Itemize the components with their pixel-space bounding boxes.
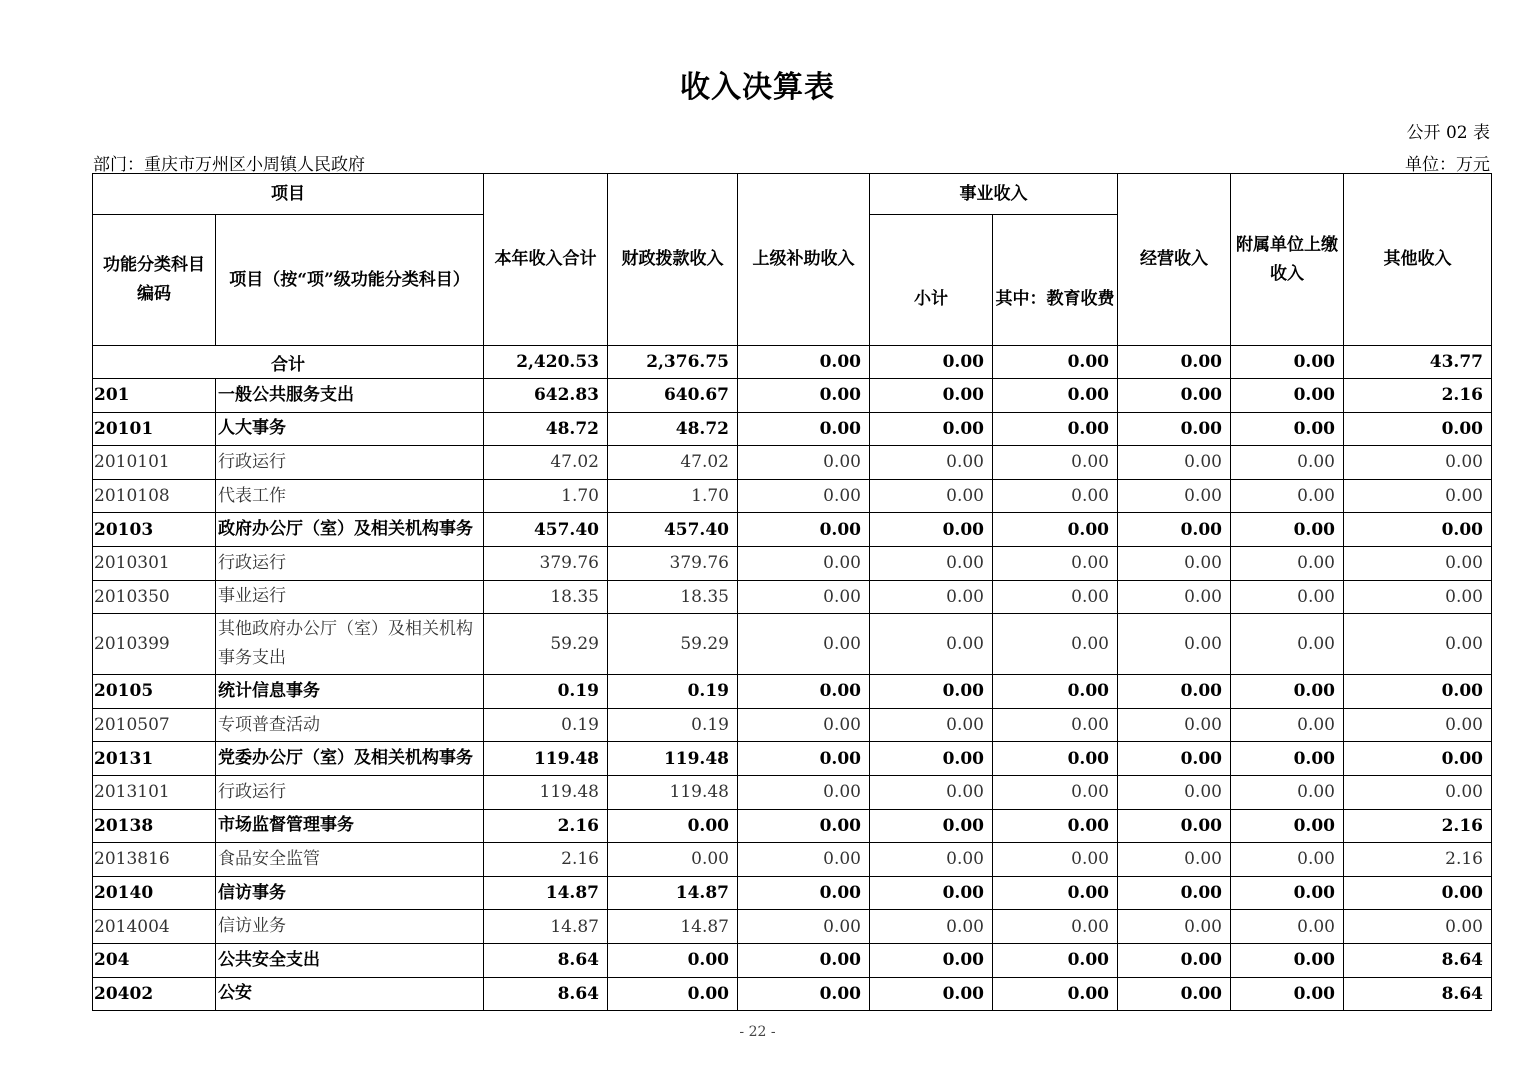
amount-cell: 2.16 (484, 843, 608, 877)
header-superior-subsidy: 上级补助收入 (738, 174, 870, 346)
table-row (93, 843, 1492, 877)
amount-cell: 0.00 (993, 412, 1118, 446)
amount-cell: 0.00 (1118, 910, 1231, 944)
amount-cell: 0.00 (1231, 708, 1344, 742)
amount-cell: 0.00 (993, 742, 1118, 776)
amount-cell: 0.00 (870, 876, 993, 910)
total-cell: 43.77 (1344, 346, 1492, 379)
amount-cell: 119.48 (484, 775, 608, 809)
amount-cell: 14.87 (484, 910, 608, 944)
total-cell: 0.00 (1231, 346, 1344, 379)
amount-cell: 0.00 (1344, 513, 1492, 547)
func-code-cell: 2010108 (93, 479, 216, 513)
amount-cell: 0.00 (1231, 943, 1344, 977)
amount-cell: 0.00 (738, 943, 870, 977)
form-number: 公开 02 表 (1406, 123, 1490, 143)
amount-cell: 0.00 (1344, 708, 1492, 742)
amount-cell: 0.19 (484, 675, 608, 709)
amount-cell: 0.00 (608, 943, 738, 977)
amount-cell: 0.00 (738, 446, 870, 480)
project-name-cell: 公安 (216, 977, 484, 1011)
project-name-cell: 公共安全支出 (216, 943, 484, 977)
total-cell: 2,376.75 (608, 346, 738, 379)
header-project-group: 项目 (93, 174, 484, 215)
table-row (93, 580, 1492, 614)
amount-cell: 14.87 (484, 876, 608, 910)
amount-cell: 8.64 (1344, 977, 1492, 1011)
amount-cell: 0.00 (1118, 843, 1231, 877)
amount-cell: 0.00 (870, 412, 993, 446)
amount-cell: 0.00 (870, 775, 993, 809)
amount-cell: 8.64 (484, 977, 608, 1011)
amount-cell: 2.16 (1344, 843, 1492, 877)
amount-cell: 0.19 (608, 708, 738, 742)
amount-cell: 0.00 (1118, 580, 1231, 614)
amount-cell: 0.00 (738, 546, 870, 580)
header-project-name: 项目（按“项”级功能分类科目） (216, 215, 484, 346)
header-fiscal-income: 财政拨款收入 (608, 174, 738, 346)
amount-cell: 0.00 (1231, 614, 1344, 675)
header-func-code: 功能分类科目编码 (93, 215, 216, 346)
table-row (93, 379, 1492, 413)
amount-cell: 59.29 (484, 614, 608, 675)
amount-cell: 0.00 (1231, 843, 1344, 877)
func-code-cell: 201 (93, 379, 216, 413)
amount-cell: 0.00 (870, 742, 993, 776)
func-code-cell: 2010507 (93, 708, 216, 742)
amount-cell: 0.00 (1344, 446, 1492, 480)
amount-cell: 0.00 (1231, 910, 1344, 944)
func-code-cell: 20131 (93, 742, 216, 776)
amount-cell: 0.00 (1231, 546, 1344, 580)
amount-cell: 0.00 (738, 742, 870, 776)
amount-cell: 0.00 (993, 977, 1118, 1011)
amount-cell: 0.00 (870, 708, 993, 742)
amount-cell: 0.00 (993, 446, 1118, 480)
amount-cell: 0.00 (738, 843, 870, 877)
amount-cell: 0.00 (1118, 876, 1231, 910)
total-cell: 0.00 (870, 346, 993, 379)
table-row (93, 479, 1492, 513)
amount-cell: 0.19 (484, 708, 608, 742)
project-name-cell: 信访业务 (216, 910, 484, 944)
amount-cell: 0.00 (1118, 977, 1231, 1011)
amount-cell: 0.00 (870, 479, 993, 513)
amount-cell: 0.00 (738, 675, 870, 709)
department-label: 部门：重庆市万州区小周镇人民政府 (93, 155, 365, 175)
amount-cell: 0.00 (608, 809, 738, 843)
table-row (93, 546, 1492, 580)
amount-cell: 0.00 (738, 910, 870, 944)
table-row (93, 943, 1492, 977)
amount-cell: 0.00 (1118, 614, 1231, 675)
amount-cell: 0.00 (738, 379, 870, 413)
table-row (93, 977, 1492, 1011)
amount-cell: 2.16 (484, 809, 608, 843)
total-label: 合计 (93, 346, 484, 379)
amount-cell: 0.00 (870, 446, 993, 480)
amount-cell: 48.72 (484, 412, 608, 446)
amount-cell: 0.00 (1231, 809, 1344, 843)
amount-cell: 0.00 (993, 546, 1118, 580)
amount-cell: 0.00 (1118, 775, 1231, 809)
func-code-cell: 2010350 (93, 580, 216, 614)
unit-label: 单位：万元 (1405, 155, 1490, 175)
table-row (93, 876, 1492, 910)
amount-cell: 0.00 (1344, 580, 1492, 614)
amount-cell: 0.00 (1231, 412, 1344, 446)
amount-cell: 0.00 (993, 910, 1118, 944)
amount-cell: 0.00 (1118, 546, 1231, 580)
amount-cell: 0.00 (993, 675, 1118, 709)
func-code-cell: 20140 (93, 876, 216, 910)
amount-cell: 48.72 (608, 412, 738, 446)
func-code-cell: 2013101 (93, 775, 216, 809)
total-cell: 0.00 (738, 346, 870, 379)
amount-cell: 0.00 (993, 614, 1118, 675)
amount-cell: 0.00 (738, 775, 870, 809)
func-code-cell: 2010301 (93, 546, 216, 580)
amount-cell: 0.00 (993, 876, 1118, 910)
amount-cell: 8.64 (1344, 943, 1492, 977)
amount-cell: 0.00 (1231, 977, 1344, 1011)
amount-cell: 0.00 (738, 479, 870, 513)
total-row (93, 346, 1492, 379)
amount-cell: 0.00 (870, 809, 993, 843)
amount-cell: 0.00 (738, 513, 870, 547)
amount-cell: 59.29 (608, 614, 738, 675)
header-total-income: 本年收入合计 (484, 174, 608, 346)
total-cell: 0.00 (993, 346, 1118, 379)
amount-cell: 0.00 (1118, 742, 1231, 776)
amount-cell: 0.00 (1344, 910, 1492, 944)
amount-cell: 0.00 (993, 775, 1118, 809)
func-code-cell: 2013816 (93, 843, 216, 877)
table-row (93, 513, 1492, 547)
header-education-fee: 其中：教育收费 (993, 215, 1118, 346)
project-name-cell: 专项普查活动 (216, 708, 484, 742)
project-name-cell: 代表工作 (216, 479, 484, 513)
amount-cell: 2.16 (1344, 379, 1492, 413)
amount-cell: 0.00 (1231, 675, 1344, 709)
amount-cell: 119.48 (484, 742, 608, 776)
amount-cell: 0.00 (1118, 479, 1231, 513)
amount-cell: 0.00 (993, 708, 1118, 742)
table-row (93, 775, 1492, 809)
amount-cell: 0.00 (1344, 479, 1492, 513)
amount-cell: 0.19 (608, 675, 738, 709)
table-row (93, 742, 1492, 776)
amount-cell: 0.00 (993, 943, 1118, 977)
income-statement-table (92, 173, 1492, 1011)
func-code-cell: 2010399 (93, 614, 216, 675)
amount-cell: 0.00 (1231, 775, 1344, 809)
amount-cell: 0.00 (738, 977, 870, 1011)
amount-cell: 0.00 (1118, 412, 1231, 446)
table-row (93, 675, 1492, 709)
header-operating-income: 经营收入 (1118, 174, 1231, 346)
project-name-cell: 人大事务 (216, 412, 484, 446)
project-name-cell: 统计信息事务 (216, 675, 484, 709)
amount-cell: 0.00 (1118, 809, 1231, 843)
amount-cell: 0.00 (870, 843, 993, 877)
amount-cell: 0.00 (993, 843, 1118, 877)
project-name-cell: 事业运行 (216, 580, 484, 614)
amount-cell: 0.00 (1118, 943, 1231, 977)
amount-cell: 0.00 (870, 580, 993, 614)
amount-cell: 379.76 (608, 546, 738, 580)
amount-cell: 0.00 (1231, 580, 1344, 614)
project-name-cell: 其他政府办公厅（室）及相关机构事务支出 (216, 614, 484, 675)
table-row (93, 412, 1492, 446)
amount-cell: 0.00 (738, 614, 870, 675)
amount-cell: 0.00 (1344, 546, 1492, 580)
project-name-cell: 行政运行 (216, 775, 484, 809)
amount-cell: 0.00 (1231, 513, 1344, 547)
amount-cell: 0.00 (870, 910, 993, 944)
func-code-cell: 20103 (93, 513, 216, 547)
amount-cell: 0.00 (1118, 379, 1231, 413)
amount-cell: 0.00 (1344, 412, 1492, 446)
amount-cell: 8.64 (484, 943, 608, 977)
project-name-cell: 政府办公厅（室）及相关机构事务 (216, 513, 484, 547)
amount-cell: 14.87 (608, 876, 738, 910)
amount-cell: 0.00 (870, 943, 993, 977)
header-other-income: 其他收入 (1344, 174, 1492, 346)
amount-cell: 0.00 (993, 809, 1118, 843)
amount-cell: 14.87 (608, 910, 738, 944)
amount-cell: 0.00 (738, 412, 870, 446)
project-name-cell: 一般公共服务支出 (216, 379, 484, 413)
page-title: 收入决算表 (680, 70, 835, 105)
amount-cell: 0.00 (1344, 775, 1492, 809)
amount-cell: 0.00 (1231, 876, 1344, 910)
project-name-cell: 信访事务 (216, 876, 484, 910)
page-number: - 22 - (739, 1024, 776, 1040)
amount-cell: 1.70 (608, 479, 738, 513)
func-code-cell: 20138 (93, 809, 216, 843)
amount-cell: 0.00 (738, 809, 870, 843)
func-code-cell: 2010101 (93, 446, 216, 480)
amount-cell: 18.35 (608, 580, 738, 614)
project-name-cell: 行政运行 (216, 446, 484, 480)
table-row (93, 910, 1492, 944)
amount-cell: 0.00 (738, 708, 870, 742)
func-code-cell: 2014004 (93, 910, 216, 944)
amount-cell: 2.16 (1344, 809, 1492, 843)
amount-cell: 0.00 (1344, 675, 1492, 709)
amount-cell: 0.00 (1344, 614, 1492, 675)
table-row (93, 446, 1492, 480)
func-code-cell: 204 (93, 943, 216, 977)
amount-cell: 0.00 (870, 513, 993, 547)
total-cell: 0.00 (1118, 346, 1231, 379)
func-code-cell: 20402 (93, 977, 216, 1011)
amount-cell: 0.00 (1231, 446, 1344, 480)
table-row (93, 708, 1492, 742)
amount-cell: 0.00 (1118, 446, 1231, 480)
header-subtotal: 小计 (870, 215, 993, 346)
amount-cell: 119.48 (608, 775, 738, 809)
amount-cell: 0.00 (870, 379, 993, 413)
amount-cell: 0.00 (870, 614, 993, 675)
project-name-cell: 食品安全监管 (216, 843, 484, 877)
total-cell: 2,420.53 (484, 346, 608, 379)
amount-cell: 119.48 (608, 742, 738, 776)
amount-cell: 0.00 (1118, 708, 1231, 742)
project-name-cell: 党委办公厅（室）及相关机构事务 (216, 742, 484, 776)
amount-cell: 457.40 (608, 513, 738, 547)
amount-cell: 457.40 (484, 513, 608, 547)
amount-cell: 640.67 (608, 379, 738, 413)
amount-cell: 0.00 (993, 580, 1118, 614)
func-code-cell: 20105 (93, 675, 216, 709)
amount-cell: 379.76 (484, 546, 608, 580)
amount-cell: 0.00 (738, 580, 870, 614)
amount-cell: 0.00 (993, 479, 1118, 513)
amount-cell: 642.83 (484, 379, 608, 413)
amount-cell: 1.70 (484, 479, 608, 513)
amount-cell: 0.00 (608, 843, 738, 877)
project-name-cell: 行政运行 (216, 546, 484, 580)
amount-cell: 0.00 (1344, 742, 1492, 776)
amount-cell: 18.35 (484, 580, 608, 614)
func-code-cell: 20101 (93, 412, 216, 446)
amount-cell: 0.00 (1344, 876, 1492, 910)
amount-cell: 0.00 (1118, 513, 1231, 547)
table-row (93, 614, 1492, 675)
amount-cell: 0.00 (870, 675, 993, 709)
amount-cell: 0.00 (870, 546, 993, 580)
amount-cell: 0.00 (1231, 479, 1344, 513)
amount-cell: 0.00 (1231, 379, 1344, 413)
amount-cell: 0.00 (608, 977, 738, 1011)
amount-cell: 0.00 (1231, 742, 1344, 776)
project-name-cell: 市场监督管理事务 (216, 809, 484, 843)
header-affiliated-income: 附属单位上缴收入 (1231, 174, 1344, 346)
amount-cell: 0.00 (1118, 675, 1231, 709)
amount-cell: 0.00 (993, 379, 1118, 413)
amount-cell: 0.00 (870, 977, 993, 1011)
header-business-group: 事业收入 (870, 174, 1118, 215)
amount-cell: 47.02 (484, 446, 608, 480)
amount-cell: 0.00 (993, 513, 1118, 547)
table-row (93, 809, 1492, 843)
amount-cell: 47.02 (608, 446, 738, 480)
amount-cell: 0.00 (738, 876, 870, 910)
